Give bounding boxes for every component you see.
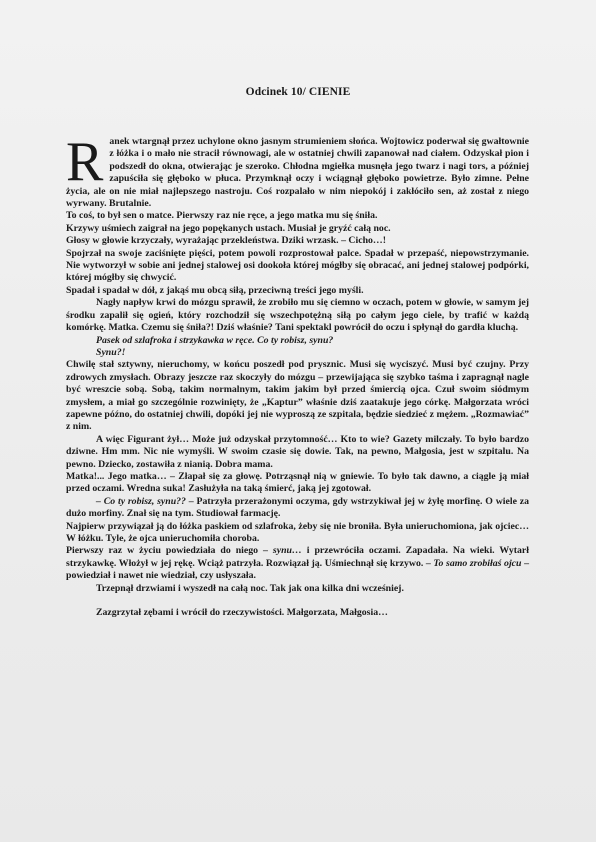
italic-text: Synu?! [96, 346, 126, 358]
paragraph-text: – Patrzyła przerażonymi oczyma, gdy wstrzykiwał jej w żyłę morfinę. O wiele za dużo morfiny. Znał się na tym. Studiował farmację. [66, 495, 529, 520]
italic-text: synu… [272, 545, 302, 557]
paragraph: Głosy w głowie krzyczały, wyrażając przekleństwa. Dziki wrzask. – Cicho…! [66, 235, 386, 247]
page-title: Odcinek 10/ CIENIE [245, 86, 351, 98]
italic-text: – Co ty robisz, synu?? [96, 495, 186, 507]
paragraph-opening [66, 131, 529, 210]
drop-cap: R [66, 131, 104, 193]
paragraph-closing: Zazgrzytał zębami i wrócił do rzeczywistości. Małgorzata, Małgosia… [96, 607, 388, 619]
paragraph-text: – powiedział i nawet nie wiedział, czy usłyszała. [66, 557, 529, 582]
italic-text: To samo zrobiłaś ojcu [433, 557, 522, 569]
paragraph [66, 545, 529, 582]
paragraph: Chwilę stał sztywny, nieruchomy, w końcu poszedł pod prysznic. Musi się wyciszyć. Musi być czujny. Przy zdrowych zmysłach. Obrazy jeszcze raz skoczyły do mózgu – przewijająca się szybko taśma i zapragnął nagle być wreszcie sobą. Sobą, takim normalnym, takim jakim był przed śmiercią ojca. Czuł swoim siódmym zmysłem, a miał go szczególnie rozwinięty, że „Kaptur” właśnie dziś zaatakuje jego córkę. Małgorzata wróci zapewne późno, do ostatniej chwili, dopóki jej nie wyproszą ze szpitala, będzie siedzieć z mężem. „Rozmawiać” z nim. [66, 359, 529, 433]
paragraph-text: Pierwszy raz w życiu powiedziała do niego – [66, 545, 273, 557]
paragraph: A więc Figurant żył… Może już odzyskał przytomność… Kto to wie? Gazety milczały. To było bardzo dziwne. Hm mm. Nic nie wymyśli. W swoim czasie się dowie. Tak, na pewno, Małgosia, jest w szpitalu. Na pewno. Dziecko, zostawiła z nianią. Dobra mama. [66, 433, 529, 470]
paragraph: Matka!... Jego matka… – Złapał się za głowę. Potrząsnął nią w gniewie. To było tak dawno, a ciągle ją miał przed oczami. Wredna suka! Zasłużyła na taką śmierć, jaką jej zgotował. [66, 470, 529, 495]
story-text [66, 131, 529, 619]
paragraph: To coś, to był sen o matce. Pierwszy raz nie ręce, a jego matka mu się śniła. [66, 210, 378, 222]
paragraph-italic [66, 335, 529, 347]
paragraph [66, 496, 529, 521]
paragraph: Najpierw przywiązał ją do łóżka paskiem od szlafroka, żeby się nie broniła. Była unieruchomiona, jak ojciec… W łóżku. Tyle, że ojca unieruchomiła choroba. [66, 520, 529, 544]
paragraph-text: anek wtargnął przez uchylone okno jasnym strumieniem słońca. Wojtowicz poderwał się gwałtownie z łóżka i o mało nie stracił równowagi, ale w ostatniej chwili zapanował nad ciałem. Odzyskał pion i podszedł do okna, otwierając je szeroko. Chłodna mgiełka musnęła jego twarz i nagi tors, a później zapuściła się głęboko w płuca. Przymknął oczy i wciągnął głęboko powietrze. Było zimne. Pełne życia, ale on nie miał najlepszego nastroju. Coś rozpalało w nim niepokój i zakłóciło sen, aż został z niego wyrwany. Brutalnie. [66, 136, 529, 210]
paragraph: Trzepnął drzwiami i wyszedł na całą noc. Tak jak ona kilka dni wcześniej. [96, 582, 404, 594]
paragraph: Nagły napływ krwi do mózgu sprawił, że zrobiło mu się ciemno w oczach, potem w głowie, w samym jej środku zapalił się ogień, który rozchodził się wszechpotężną siłą po całym jego ciele, by trafić w każdą komórkę. Matka. Czemu się śniła?! Dziś właśnie? Tani spektakl powrócił do oczu i spłynął do gardła kluchą. [66, 297, 529, 334]
paragraph-text: i przewróciła oczami. Zapadała. Na wieki. Wytarł strzykawkę. Włożył w jej rękę. Wciąż patrzyła. Rozwiązał ją. Uśmiechnął się krzywo. – [66, 545, 529, 569]
paragraph: Krzywy uśmiech zaigrał na jego popękanych ustach. Musiał je gryźć całą noc. [66, 222, 391, 234]
italic-text: Pasek od szlafroka i strzykawka w ręce. Co ty robisz, synu? [96, 334, 334, 346]
paragraph: Spojrzał na swoje zaciśnięte pięści, potem powoli rozprostował palce. Spadał w przepaść, niepowstrzymanie. Nie wytworzył w sobie ani jednej stalowej osi dookoła której mógłby się obracać, ani jednej stalowej podpórki, której mógłby się chwycić. [66, 247, 529, 284]
paragraph: Spadał i spadał w dół, z jakąś mu obcą siłą, przeciwną treści jego myśli. [66, 284, 364, 296]
paragraph-italic [66, 347, 529, 359]
